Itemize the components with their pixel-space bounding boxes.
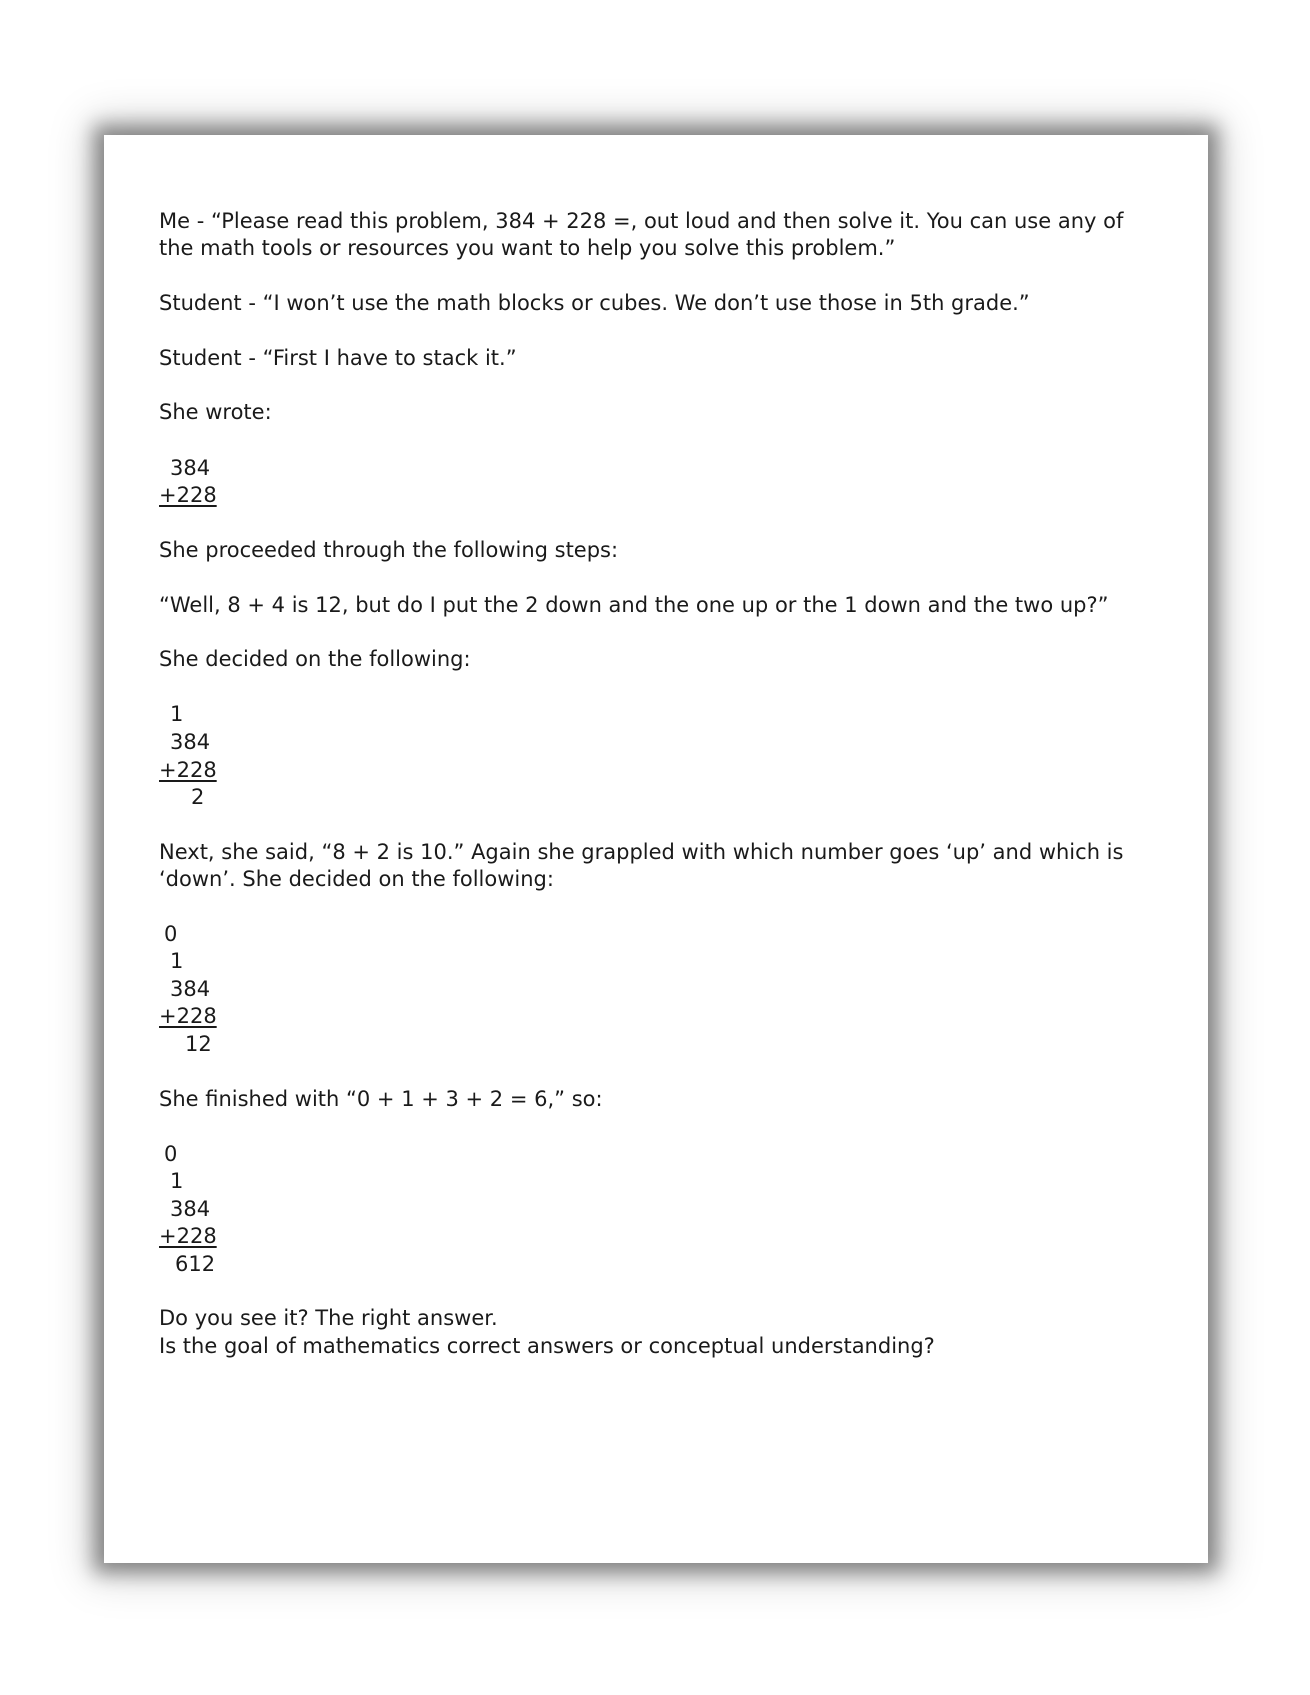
stack4-top-number: 384 [170, 1197, 211, 1221]
stack1-top-number: 384 [170, 456, 211, 480]
stack3-addend: +228 [159, 1004, 217, 1028]
stack4-addend: +228 [159, 1224, 217, 1248]
paragraph-student-stack: Student - “First I have to stack it.” [159, 346, 517, 370]
stack2-addend: +228 [159, 758, 217, 782]
stack3-sum: 12 [185, 1032, 212, 1056]
paragraph-student-blocks: Student - “I won’t use the math blocks or cubes. We don’t use those in 5th grade.” [159, 291, 1030, 315]
stack2-sum: 2 [191, 785, 205, 809]
paragraph-closing-line-1: Do you see it? The right answer. [159, 1306, 498, 1330]
paragraph-finished: She finished with “0 + 1 + 3 + 2 = 6,” so: [159, 1087, 603, 1111]
document-page [104, 135, 1208, 1563]
stack4-carry-tens: 1 [170, 1169, 184, 1193]
paragraph-she-wrote: She wrote: [159, 400, 272, 424]
paragraph-intro-line-1: Me - “Please read this problem, 384 + 228 =, out loud and then solve it. You can use any of [159, 209, 1124, 233]
stack1-addend: +228 [159, 483, 217, 507]
stack4-carry-hundreds: 0 [164, 1142, 178, 1166]
stack2-top-number: 384 [170, 730, 211, 754]
stack3-carry-hundreds: 0 [164, 922, 178, 946]
paragraph-next-line-1: Next, she said, “8 + 2 is 10.” Again she grappled with which number goes ‘up’ and which is [159, 840, 1124, 864]
paragraph-closing-line-2: Is the goal of mathematics correct answers or conceptual understanding? [159, 1334, 935, 1358]
stack4-sum: 612 [175, 1252, 216, 1276]
paragraph-decided-1: She decided on the following: [159, 647, 471, 671]
stack2-carry: 1 [170, 702, 184, 726]
stack3-carry-tens: 1 [170, 949, 184, 973]
paragraph-well-quote: “Well, 8 + 4 is 12, but do I put the 2 down and the one up or the 1 down and the two up?” [159, 593, 1109, 617]
stack3-top-number: 384 [170, 977, 211, 1001]
paragraph-intro-line-2: the math tools or resources you want to help you solve this problem.” [159, 236, 896, 260]
paragraph-next-line-2: ‘down’. She decided on the following: [159, 867, 554, 891]
paragraph-proceeded: She proceeded through the following steps: [159, 538, 619, 562]
